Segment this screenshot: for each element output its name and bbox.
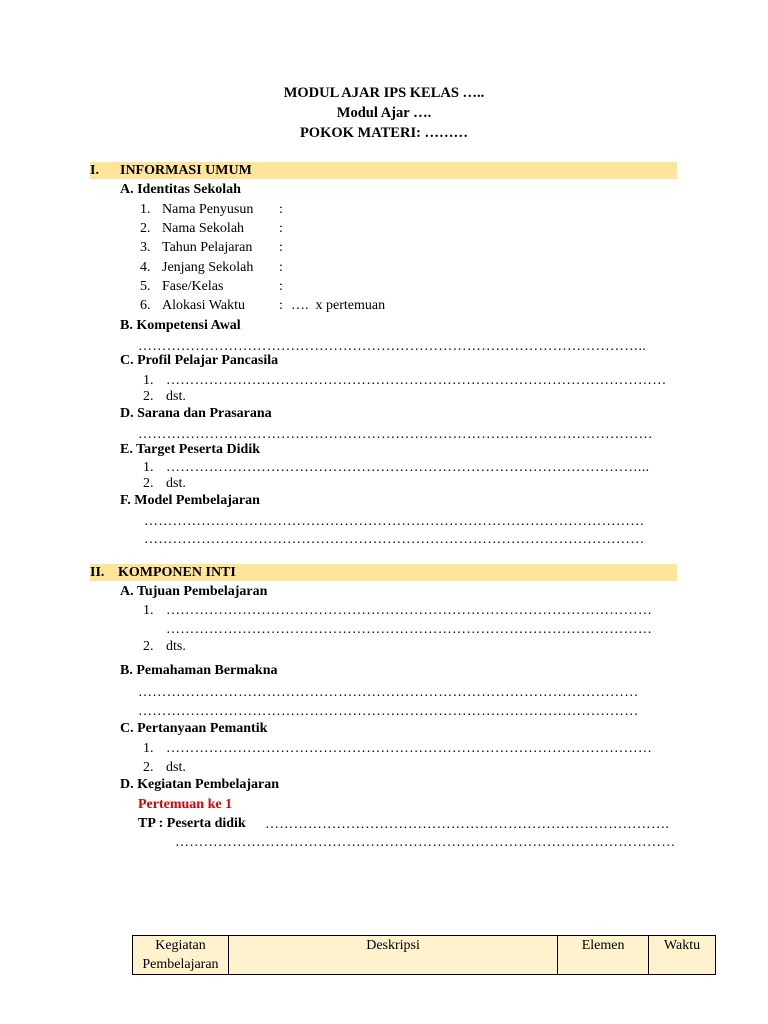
pemahaman-bermakna-placeholder-2: …………………………………………………………………………………………… — [138, 704, 639, 719]
model-pembelajaran-placeholder-2: …………………………………………………………………………………………… — [144, 532, 645, 547]
table-header-elemen: Elemen — [558, 936, 649, 975]
tujuan-pembelajaran-heading: A. Tujuan Pembelajaran — [120, 584, 268, 599]
section-1-number: I. — [90, 163, 99, 178]
field-value-alokasi-waktu: …. x pertemuan — [291, 298, 386, 313]
field-separator: : — [279, 260, 283, 275]
list-item-number: 2. — [143, 476, 154, 491]
sarana-prasarana-placeholder: ……………………………………………………………………………………………… — [138, 427, 653, 442]
sarana-prasarana-heading: D. Sarana dan Prasarana — [120, 406, 272, 421]
kompetensi-awal-heading: B. Kompetensi Awal — [120, 318, 241, 333]
list-item-number: 5. — [140, 279, 151, 294]
section-1-bar — [90, 162, 677, 179]
tp-placeholder-2: …………………………………………………………………………………………… — [175, 835, 676, 850]
field-label-alokasi-waktu: Alokasi Waktu — [162, 298, 245, 313]
section-2-label: KOMPONEN INTI — [118, 565, 236, 580]
list-item-number: 2. — [143, 639, 154, 654]
pemahaman-bermakna-placeholder-1: …………………………………………………………………………………………… — [138, 685, 639, 700]
list-item-number: 4. — [140, 260, 151, 275]
field-label-nama-penyusun: Nama Penyusun — [162, 202, 254, 217]
list-item-number: 3. — [140, 240, 151, 255]
section-1-label: INFORMASI UMUM — [120, 163, 252, 178]
field-separator: : — [279, 240, 283, 255]
list-item-number: 2. — [143, 389, 154, 404]
tp-label: TP : Peserta didik — [138, 816, 246, 831]
field-separator: : — [279, 298, 283, 313]
module-title: MODUL AJAR IPS KELAS ….. — [283, 85, 485, 101]
field-label-tahun-pelajaran: Tahun Pelajaran — [162, 240, 253, 255]
list-item-dst: dst. — [166, 389, 186, 404]
model-pembelajaran-heading: F. Model Pembelajaran — [120, 493, 260, 508]
field-label-nama-sekolah: Nama Sekolah — [162, 221, 245, 236]
module-subtitle: Modul Ajar …. — [336, 105, 432, 121]
kompetensi-awal-placeholder: …………………………………………………………………………………………….. — [138, 339, 647, 354]
field-label-jenjang-sekolah: Jenjang Sekolah — [162, 260, 254, 275]
kegiatan-table — [132, 935, 716, 975]
list-item-dst: dst. — [166, 476, 186, 491]
list-item-number: 2. — [140, 221, 151, 236]
field-label-fase-kelas: Fase/Kelas — [162, 279, 224, 294]
profil-pelajar-placeholder: …………………………………………………………………………………………… — [166, 373, 667, 388]
list-item-number: 1. — [140, 202, 151, 217]
tp-placeholder: …………………………………………………………………………. — [265, 817, 670, 832]
field-separator: : — [279, 202, 283, 217]
field-separator: : — [279, 221, 283, 236]
kegiatan-pembelajaran-heading: D. Kegiatan Pembelajaran — [120, 777, 280, 792]
list-item-number: 1. — [143, 373, 154, 388]
table-header-deskripsi: Deskripsi — [228, 936, 557, 975]
tujuan-pembelajaran-placeholder-1: ………………………………………………………………………………………… — [166, 603, 653, 618]
table-header-row — [133, 936, 716, 975]
list-item-number: 1. — [143, 741, 154, 756]
list-item-dst: dst. — [166, 760, 186, 775]
pertemuan-label: Pertemuan ke 1 — [138, 797, 233, 812]
pertanyaan-pemantik-placeholder: ………………………………………………………………………………………… — [166, 741, 653, 756]
topic-title: POKOK MATERI: ……… — [299, 125, 469, 141]
section-2-bar — [90, 564, 677, 581]
profil-pelajar-heading: C. Profil Pelajar Pancasila — [120, 353, 279, 368]
pemahaman-bermakna-heading: B. Pemahaman Bermakna — [120, 663, 278, 678]
tujuan-pembelajaran-placeholder-2: ………………………………………………………………………………………… — [166, 622, 653, 637]
list-item-number: 1. — [143, 460, 154, 475]
list-item-dts: dts. — [166, 639, 186, 654]
model-pembelajaran-placeholder-1: …………………………………………………………………………………………… — [144, 514, 645, 529]
table-header-waktu: Waktu — [649, 936, 716, 975]
table-header-kegiatan — [133, 936, 229, 975]
pertanyaan-pemantik-heading: C. Pertanyaan Pemantik — [120, 721, 268, 736]
identitas-sekolah-heading: A. Identitas Sekolah — [120, 182, 241, 197]
table-header-kegiatan-line2: Pembelajaran — [142, 957, 219, 972]
target-peserta-placeholder: ………………………………………………………………………………………... — [166, 460, 650, 475]
section-2-number: II. — [90, 565, 105, 580]
list-item-number: 1. — [143, 603, 154, 618]
target-peserta-heading: E. Target Peserta Didik — [120, 442, 260, 457]
list-item-number: 2. — [143, 760, 154, 775]
field-separator: : — [279, 279, 283, 294]
list-item-number: 6. — [140, 298, 151, 313]
table-header-kegiatan-line1: Kegiatan — [155, 938, 206, 953]
